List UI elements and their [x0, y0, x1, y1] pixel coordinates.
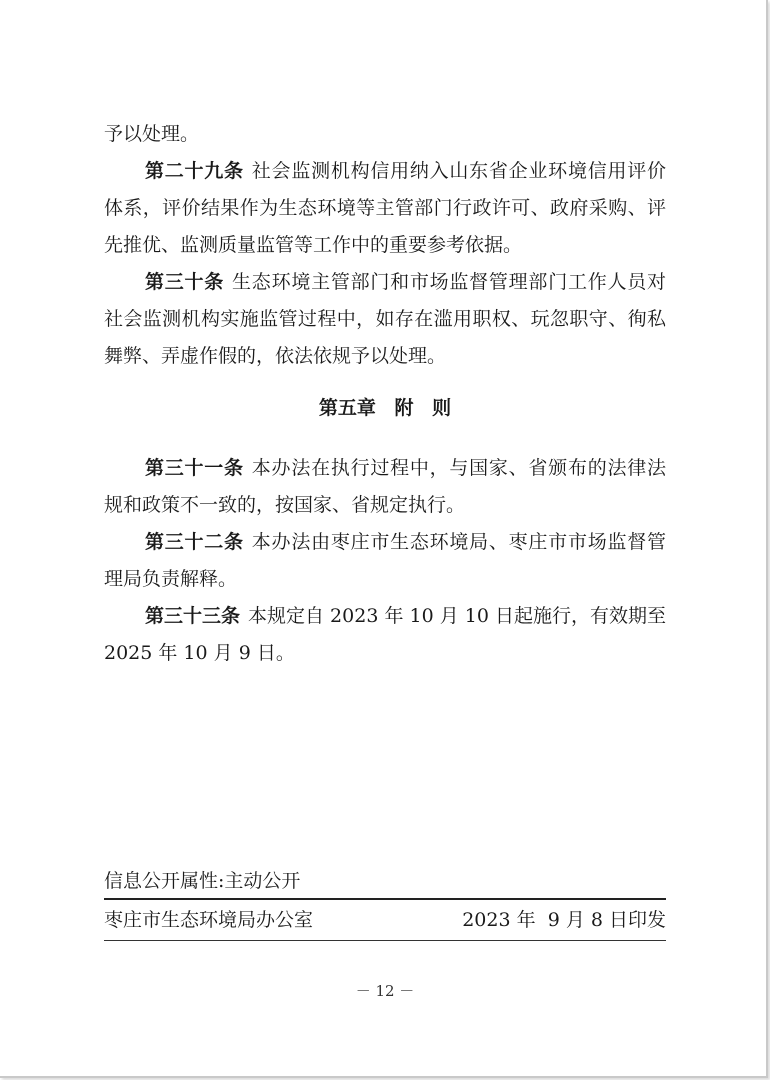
article-title: 第二十九条: [145, 160, 244, 182]
article-title: 第三十二条: [145, 531, 244, 553]
page-number: － 12 －: [355, 982, 415, 1000]
issue-date: 2023 年 9 月 8 日印发: [462, 909, 666, 931]
article-text: 本办法由枣庄市生态环境局、枣庄市市场监督管理局负责解释。: [104, 531, 666, 590]
document-body: [104, 116, 666, 672]
chapter-heading: [104, 390, 666, 427]
article-title: 第三十一条: [145, 457, 244, 479]
article-33: [104, 598, 666, 672]
article-text: 社会监测机构信用纳入山东省企业环境信用评价体系，评价结果作为生态环境等主管部门行政许可、政府采购、评先推优、监测质量监管等工作中的重要参考依据。: [104, 160, 666, 256]
document-footer: [104, 864, 666, 941]
chapter-title: 附 则: [394, 397, 452, 419]
issue-line: [104, 900, 666, 940]
footer-bottom-rule: [104, 940, 666, 941]
continuation-text: 予以处理。: [104, 123, 200, 145]
article-30: [104, 264, 666, 375]
disclosure-attribute: 信息公开属性:主动公开: [104, 870, 301, 892]
article-29: [104, 153, 666, 264]
article-text: 本规定自 2023 年 10 月 10 日起施行，有效期至 2025 年 10 月 9 日。: [104, 605, 666, 664]
article-title: 第三十条: [145, 271, 225, 293]
article-title: 第三十三条: [145, 605, 241, 627]
article-text: 生态环境主管部门和市场监督管理部门工作人员对社会监测机构实施监管过程中，如存在滥用职权、玩忽职守、徇私舞弊、弄虚作假的，依法依规予以处理。: [104, 271, 666, 367]
article-32: [104, 524, 666, 598]
chapter-number: 第五章: [318, 397, 376, 419]
issuer-name: 枣庄市生态环境局办公室: [104, 909, 314, 931]
article-31: [104, 450, 666, 524]
article-text: 本办法在执行过程中，与国家、省颁布的法律法规和政策不一致的，按国家、省规定执行。: [104, 457, 666, 516]
